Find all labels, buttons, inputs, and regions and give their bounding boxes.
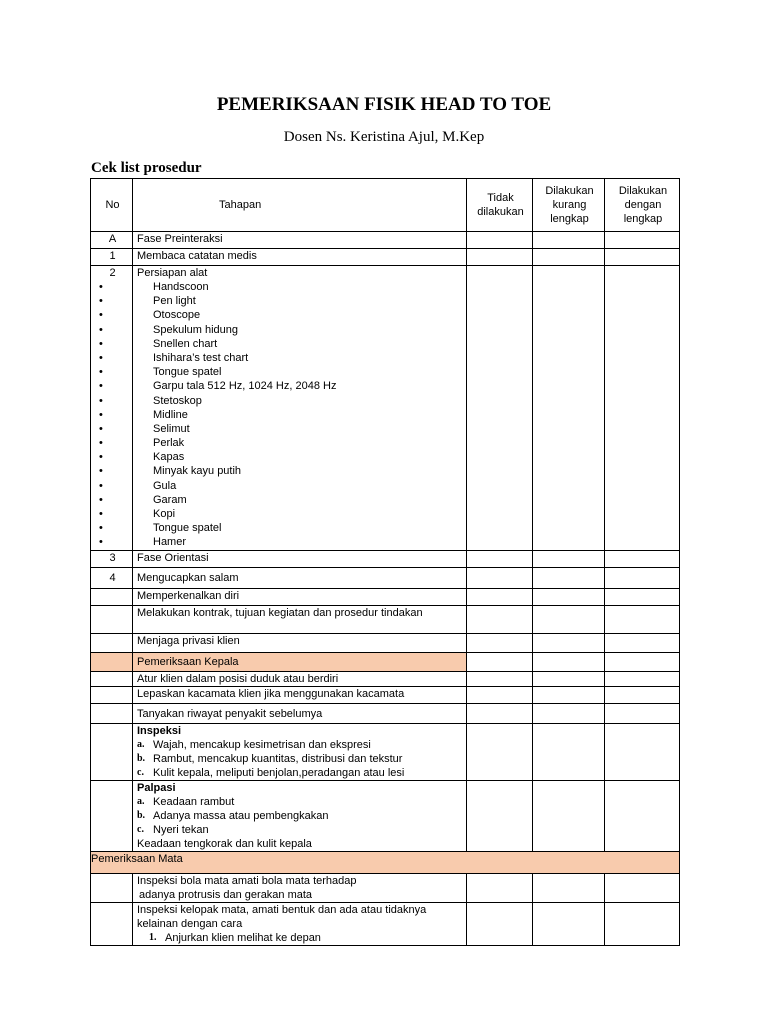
checkbox-cell[interactable] [605, 588, 680, 605]
checkbox-cell[interactable] [467, 588, 533, 605]
row-step: Membaca catatan medis [133, 249, 467, 266]
row-number [91, 588, 133, 605]
checkbox-cell[interactable] [533, 652, 605, 671]
list-item [137, 738, 464, 752]
header-dilakukan-dengan-lengkap: Dilakukan dengan lengkap [605, 179, 680, 232]
checkbox-cell[interactable] [605, 232, 680, 249]
list-item: • Spekulum hidung [137, 323, 464, 337]
table-header-row [91, 179, 680, 232]
row-step: Pemeriksaan Mata [91, 851, 680, 873]
palpasi-heading: Palpasi [137, 781, 176, 794]
row-number [91, 671, 133, 686]
list-item: • Garam [137, 493, 464, 507]
list-item [137, 823, 464, 837]
checkbox-cell[interactable] [605, 249, 680, 266]
list-item: • Tongue spatel [137, 521, 464, 535]
checkbox-cell[interactable] [467, 723, 533, 780]
table-row [91, 550, 680, 567]
checkbox-cell[interactable] [533, 266, 605, 551]
checkbox-cell[interactable] [605, 652, 680, 671]
list-text: Anjurkan klien melihat ke depan [165, 931, 321, 944]
checkbox-cell[interactable] [467, 567, 533, 588]
list-item [149, 931, 464, 945]
row-number [91, 703, 133, 723]
row-number: 3 [91, 550, 133, 567]
checkbox-cell[interactable] [605, 686, 680, 703]
list-item: • Midline [137, 408, 464, 422]
row-step: Melakukan kontrak, tujuan kegiatan dan prosedur tindakan [133, 605, 467, 633]
table-row [91, 703, 680, 723]
row-step: Fase Preinteraksi [133, 232, 467, 249]
checkbox-cell[interactable] [605, 266, 680, 551]
row-line: Inspeksi kelopak mata, amati bentuk dan ada atau tidaknya kelainan dengan cara [137, 903, 427, 930]
checkbox-cell[interactable] [467, 633, 533, 652]
table-row [91, 902, 680, 945]
list-text: Kulit kepala, meliputi benjolan,peradangan atau lesi [153, 766, 405, 779]
list-marker: c. [137, 823, 144, 835]
list-item: • Minyak kayu putih [137, 464, 464, 478]
row-number [91, 723, 133, 780]
checkbox-cell[interactable] [533, 703, 605, 723]
checkbox-cell[interactable] [605, 723, 680, 780]
list-marker: a. [137, 795, 145, 807]
checkbox-cell[interactable] [533, 780, 605, 851]
section-label: Cek list prosedur [91, 160, 202, 176]
checkbox-cell[interactable] [605, 671, 680, 686]
list-item: • Kopi [137, 507, 464, 521]
tools-heading: Persiapan alat [137, 267, 208, 279]
list-marker: 1. [149, 931, 157, 943]
row-step: Memperkenalkan diri [133, 588, 467, 605]
numbered-list [137, 931, 464, 945]
table-row-inspeksi [91, 723, 680, 780]
checkbox-cell[interactable] [467, 686, 533, 703]
list-marker: b. [137, 752, 146, 764]
list-marker: b. [137, 809, 146, 821]
row-number [91, 633, 133, 652]
table-row-palpasi [91, 780, 680, 851]
row-number: 1 [91, 249, 133, 266]
table-row [91, 633, 680, 652]
list-item: • Kapas [137, 450, 464, 464]
list-item: • Stetoskop [137, 394, 464, 408]
list-item: • Snellen chart [137, 337, 464, 351]
checkbox-cell[interactable] [467, 232, 533, 249]
list-item [137, 766, 464, 780]
section-row-pemeriksaan-kepala [91, 652, 680, 671]
row-step: Lepaskan kacamata klien jika menggunakan kacamata [133, 686, 467, 703]
row-number [91, 652, 133, 671]
header-tidak-dilakukan: Tidak dilakukan [467, 179, 533, 232]
checkbox-cell[interactable] [533, 873, 605, 902]
row-step [133, 902, 467, 945]
row-line: Inspeksi bola mata amati bola mata terhadap [137, 874, 357, 887]
checkbox-cell[interactable] [467, 249, 533, 266]
list-marker: a. [137, 738, 145, 750]
checkbox-cell[interactable] [467, 780, 533, 851]
row-step: Mengucapkan salam [133, 567, 467, 588]
checkbox-cell[interactable] [467, 652, 533, 671]
table-row [91, 873, 680, 902]
row-step: Fase Orientasi [133, 550, 467, 567]
list-item [137, 752, 464, 766]
checkbox-cell[interactable] [467, 873, 533, 902]
row-number [91, 605, 133, 633]
list-item: • Tongue spatel [137, 365, 464, 379]
checkbox-cell[interactable] [467, 902, 533, 945]
list-item: • Otoscope [137, 308, 464, 322]
list-text: Nyeri tekan [153, 823, 209, 836]
checkbox-cell[interactable] [533, 633, 605, 652]
checkbox-cell[interactable] [467, 605, 533, 633]
header-no: No [91, 179, 133, 232]
checkbox-cell[interactable] [533, 671, 605, 686]
checkbox-cell[interactable] [533, 723, 605, 780]
list-text: Rambut, mencakup kuantitas, distribusi dan tekstur [153, 752, 403, 765]
list-item: • Ishihara’s test chart [137, 351, 464, 365]
table-row [91, 588, 680, 605]
checkbox-cell[interactable] [467, 671, 533, 686]
header-dilakukan-kurang-lengkap: Dilakukan kurang lengkap [533, 179, 605, 232]
inspeksi-heading: Inspeksi [137, 724, 182, 737]
row-number [91, 873, 133, 902]
list-item: • Perlak [137, 436, 464, 450]
row-step: Menjaga privasi klien [133, 633, 467, 652]
table-row [91, 671, 680, 686]
checkbox-cell[interactable] [467, 550, 533, 567]
checkbox-cell[interactable] [605, 605, 680, 633]
row-step [133, 873, 467, 902]
row-step: Pemeriksaan Kepala [133, 652, 467, 671]
row-line: adanya protrusis dan gerakan mata [139, 888, 313, 901]
palpasi-list [137, 795, 464, 837]
checkbox-cell[interactable] [533, 686, 605, 703]
checkbox-cell[interactable] [533, 232, 605, 249]
checkbox-cell[interactable] [605, 550, 680, 567]
row-step-palpasi [133, 780, 467, 851]
checkbox-cell[interactable] [533, 550, 605, 567]
row-step-tools [133, 266, 467, 551]
list-text: Wajah, mencakup kesimetrisan dan ekspresi [153, 738, 371, 751]
list-text: Keadaan rambut [153, 795, 235, 808]
document-subtitle: Dosen Ns. Keristina Ajul, M.Kep [283, 129, 485, 145]
list-item: • Pen light [137, 294, 464, 308]
table-row [91, 605, 680, 633]
checkbox-cell[interactable] [605, 703, 680, 723]
checkbox-cell[interactable] [533, 605, 605, 633]
checkbox-cell[interactable] [533, 588, 605, 605]
header-tahapan: Tahapan [133, 179, 467, 232]
checkbox-cell[interactable] [605, 633, 680, 652]
list-item: • Hamer [137, 535, 464, 549]
checkbox-cell[interactable] [533, 567, 605, 588]
row-number [91, 780, 133, 851]
checkbox-cell[interactable] [533, 902, 605, 945]
row-number: 2 [91, 266, 133, 551]
checkbox-cell[interactable] [605, 567, 680, 588]
row-number: A [91, 232, 133, 249]
list-marker: c. [137, 766, 144, 778]
list-item: • Garpu tala 512 Hz, 1024 Hz, 2048 Hz [137, 379, 464, 393]
checkbox-cell[interactable] [467, 266, 533, 551]
checkbox-cell[interactable] [605, 902, 680, 945]
table-row [91, 249, 680, 266]
checkbox-cell[interactable] [533, 249, 605, 266]
section-row-pemeriksaan-mata [91, 851, 680, 873]
list-item: • Handscoon [137, 280, 464, 294]
checkbox-cell[interactable] [605, 873, 680, 902]
row-step: Tanyakan riwayat penyakit sebelumya [133, 703, 467, 723]
inspeksi-list [137, 738, 464, 780]
tools-list [137, 280, 464, 550]
row-step: Atur klien dalam posisi duduk atau berdiri [133, 671, 467, 686]
palpasi-footer: Keadaan tengkorak dan kulit kepala [137, 837, 312, 850]
row-step-inspeksi [133, 723, 467, 780]
table-row [91, 567, 680, 588]
row-number: 4 [91, 567, 133, 588]
list-item: • Selimut [137, 422, 464, 436]
procedure-checklist-table [90, 178, 680, 946]
checkbox-cell[interactable] [605, 780, 680, 851]
table-row [91, 686, 680, 703]
table-row [91, 232, 680, 249]
checkbox-cell[interactable] [467, 703, 533, 723]
row-number [91, 902, 133, 945]
document-title: PEMERIKSAAN FISIK HEAD TO TOE [216, 94, 552, 115]
list-text: Adanya massa atau pembengkakan [153, 809, 329, 822]
row-number [91, 686, 133, 703]
table-row [91, 266, 680, 551]
list-item: • Gula [137, 479, 464, 493]
list-item [137, 795, 464, 809]
list-item [137, 809, 464, 823]
